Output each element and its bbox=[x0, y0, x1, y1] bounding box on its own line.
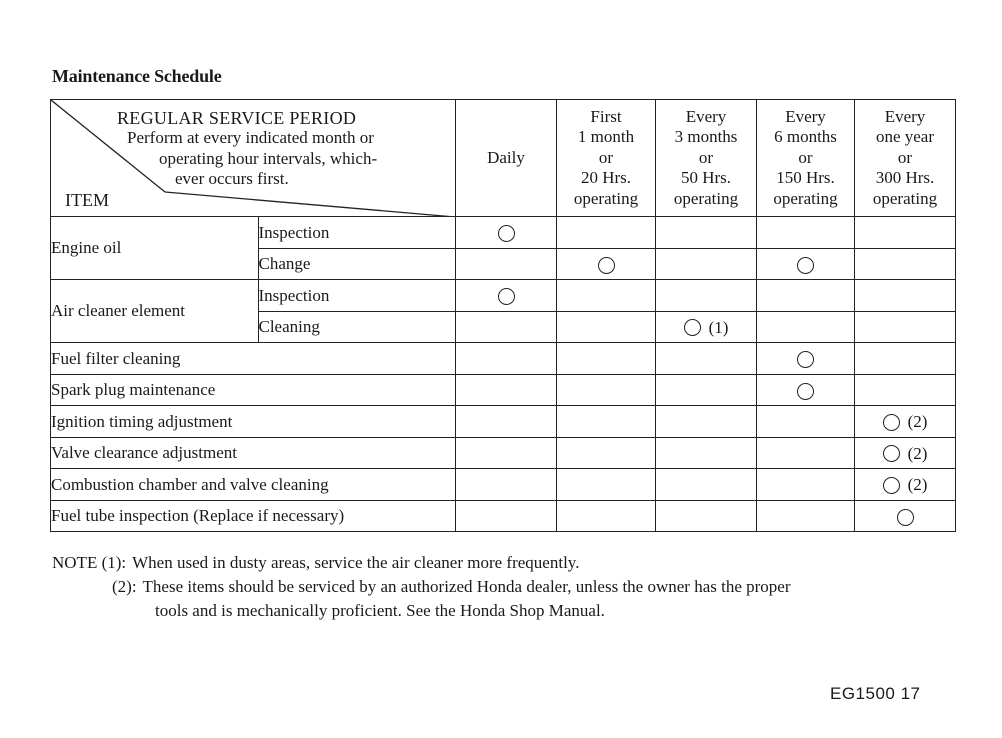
sub-item-label: Inspection bbox=[258, 280, 456, 312]
mark-cell bbox=[456, 217, 557, 249]
mark-cell bbox=[855, 406, 956, 438]
item-label: ITEM bbox=[65, 190, 109, 210]
mark-cell bbox=[656, 343, 757, 375]
service-circle-mark bbox=[684, 319, 701, 336]
note-2-label: (2): bbox=[112, 577, 137, 596]
footnote-ref: (1) bbox=[708, 317, 729, 337]
period-line: 300 Hrs. bbox=[875, 168, 935, 188]
mark-cell bbox=[757, 501, 855, 532]
note-2 bbox=[52, 575, 791, 599]
mark-cell bbox=[557, 438, 656, 469]
period-line: or bbox=[698, 147, 714, 167]
mark-cell bbox=[855, 438, 956, 469]
period-header-daily bbox=[456, 100, 557, 217]
item-label-air-cleaner: Air cleaner element bbox=[51, 280, 259, 343]
sub-item-label: Change bbox=[258, 249, 456, 280]
table-row bbox=[51, 375, 956, 406]
footnote-ref: (2) bbox=[907, 412, 928, 432]
mark-cell bbox=[757, 438, 855, 469]
period-line: operating bbox=[872, 188, 938, 208]
mark-cell bbox=[656, 438, 757, 469]
period-line: or bbox=[598, 147, 614, 167]
mark-cell bbox=[656, 217, 757, 249]
period-line: Every bbox=[785, 106, 826, 126]
mark-cell bbox=[456, 343, 557, 375]
page-number-footer: EG1500 17 bbox=[830, 684, 921, 703]
mark-cell bbox=[757, 375, 855, 406]
period-line: 1 month bbox=[577, 127, 635, 147]
period-header-6-months bbox=[757, 100, 855, 217]
period-line: 50 Hrs. bbox=[680, 168, 732, 188]
service-circle-mark bbox=[498, 225, 515, 242]
mark-cell bbox=[855, 249, 956, 280]
period-line: one year bbox=[875, 127, 935, 147]
mark-cell bbox=[656, 312, 757, 343]
notes-section bbox=[52, 551, 791, 623]
period-line: Every bbox=[685, 106, 727, 126]
period-line: Daily bbox=[487, 147, 525, 167]
note-1-text: When used in dusty areas, service the air cleaner more frequently. bbox=[132, 553, 580, 572]
service-circle-mark bbox=[797, 257, 814, 274]
item-label-engine-oil: Engine oil bbox=[51, 217, 259, 280]
service-circle-mark bbox=[897, 509, 914, 526]
mark-cell bbox=[855, 280, 956, 312]
item-label: Fuel tube inspection (Replace if necessary) bbox=[51, 501, 456, 532]
maintenance-schedule-table bbox=[50, 99, 956, 532]
mark-cell bbox=[656, 375, 757, 406]
mark-cell bbox=[456, 375, 557, 406]
period-line: or bbox=[798, 147, 813, 167]
perform-line: Perform at every indicated month or bbox=[127, 128, 374, 147]
table-row bbox=[51, 280, 956, 312]
mark-cell bbox=[855, 217, 956, 249]
period-header-first-month bbox=[557, 100, 656, 217]
mark-cell bbox=[855, 312, 956, 343]
sub-item-label: Cleaning bbox=[258, 312, 456, 343]
mark-cell bbox=[656, 469, 757, 501]
page-title: Maintenance Schedule bbox=[52, 66, 222, 86]
note-2-text-continued: tools and is mechanically proficient. See the Honda Shop Manual. bbox=[155, 601, 605, 620]
item-label: Fuel filter cleaning bbox=[51, 343, 456, 375]
mark-cell bbox=[757, 217, 855, 249]
mark-cell bbox=[757, 343, 855, 375]
mark-cell bbox=[557, 280, 656, 312]
period-line: 6 months bbox=[774, 127, 837, 147]
mark-cell bbox=[557, 343, 656, 375]
mark-cell bbox=[456, 501, 557, 532]
table-row bbox=[51, 438, 956, 469]
mark-cell bbox=[855, 375, 956, 406]
service-circle-mark bbox=[883, 414, 900, 431]
period-line: 150 Hrs. bbox=[776, 168, 835, 188]
mark-cell bbox=[855, 469, 956, 501]
period-line: 20 Hrs. bbox=[580, 168, 632, 188]
mark-cell bbox=[557, 406, 656, 438]
header-row bbox=[51, 100, 956, 217]
mark-cell bbox=[456, 312, 557, 343]
mark-cell bbox=[855, 343, 956, 375]
note-1 bbox=[52, 551, 791, 575]
period-line: operating bbox=[773, 188, 838, 208]
mark-cell bbox=[557, 249, 656, 280]
perform-instructions bbox=[119, 128, 377, 190]
mark-cell bbox=[456, 406, 557, 438]
mark-cell bbox=[656, 280, 757, 312]
regular-service-period-label: REGULAR SERVICE PERIOD bbox=[117, 108, 357, 128]
period-line: First bbox=[590, 106, 622, 126]
mark-cell bbox=[757, 249, 855, 280]
footnote-ref: (2) bbox=[907, 443, 928, 463]
table-row bbox=[51, 406, 956, 438]
period-line: 3 months bbox=[674, 127, 738, 147]
table-row bbox=[51, 217, 956, 249]
perform-line: ever occurs first. bbox=[175, 169, 289, 188]
table-row bbox=[51, 469, 956, 501]
service-circle-mark bbox=[883, 445, 900, 462]
item-label: Ignition timing adjustment bbox=[51, 406, 456, 438]
note-2-text: These items should be serviced by an authorized Honda dealer, unless the owner has the proper bbox=[142, 577, 791, 596]
mark-cell bbox=[855, 501, 956, 532]
mark-cell bbox=[557, 217, 656, 249]
service-circle-mark bbox=[797, 351, 814, 368]
mark-cell bbox=[757, 280, 855, 312]
item-label: Valve clearance adjustment bbox=[51, 438, 456, 469]
mark-cell bbox=[456, 469, 557, 501]
mark-cell bbox=[456, 249, 557, 280]
period-header-3-months bbox=[656, 100, 757, 217]
mark-cell bbox=[757, 406, 855, 438]
service-circle-mark bbox=[498, 288, 515, 305]
mark-cell bbox=[557, 375, 656, 406]
mark-cell bbox=[557, 501, 656, 532]
sub-item-label: Inspection bbox=[258, 217, 456, 249]
mark-cell bbox=[757, 312, 855, 343]
period-line: or bbox=[897, 147, 913, 167]
mark-cell bbox=[757, 469, 855, 501]
period-header-one-year bbox=[855, 100, 956, 217]
table-row bbox=[51, 501, 956, 532]
mark-cell bbox=[557, 469, 656, 501]
mark-cell bbox=[456, 280, 557, 312]
mark-cell bbox=[456, 438, 557, 469]
mark-cell bbox=[656, 249, 757, 280]
period-line: operating bbox=[573, 188, 639, 208]
period-line: operating bbox=[673, 188, 739, 208]
header-corner-cell bbox=[51, 100, 456, 217]
service-circle-mark bbox=[797, 383, 814, 400]
period-line: Every bbox=[884, 106, 926, 126]
service-circle-mark bbox=[598, 257, 615, 274]
mark-cell bbox=[656, 501, 757, 532]
footnote-ref: (2) bbox=[907, 475, 928, 495]
table-row bbox=[51, 343, 956, 375]
service-circle-mark bbox=[883, 477, 900, 494]
mark-cell bbox=[557, 312, 656, 343]
perform-line: operating hour intervals, which- bbox=[159, 148, 378, 168]
note-1-label: NOTE (1): bbox=[52, 553, 127, 572]
item-label: Combustion chamber and valve cleaning bbox=[51, 469, 456, 501]
item-label: Spark plug maintenance bbox=[51, 375, 456, 406]
mark-cell bbox=[656, 406, 757, 438]
